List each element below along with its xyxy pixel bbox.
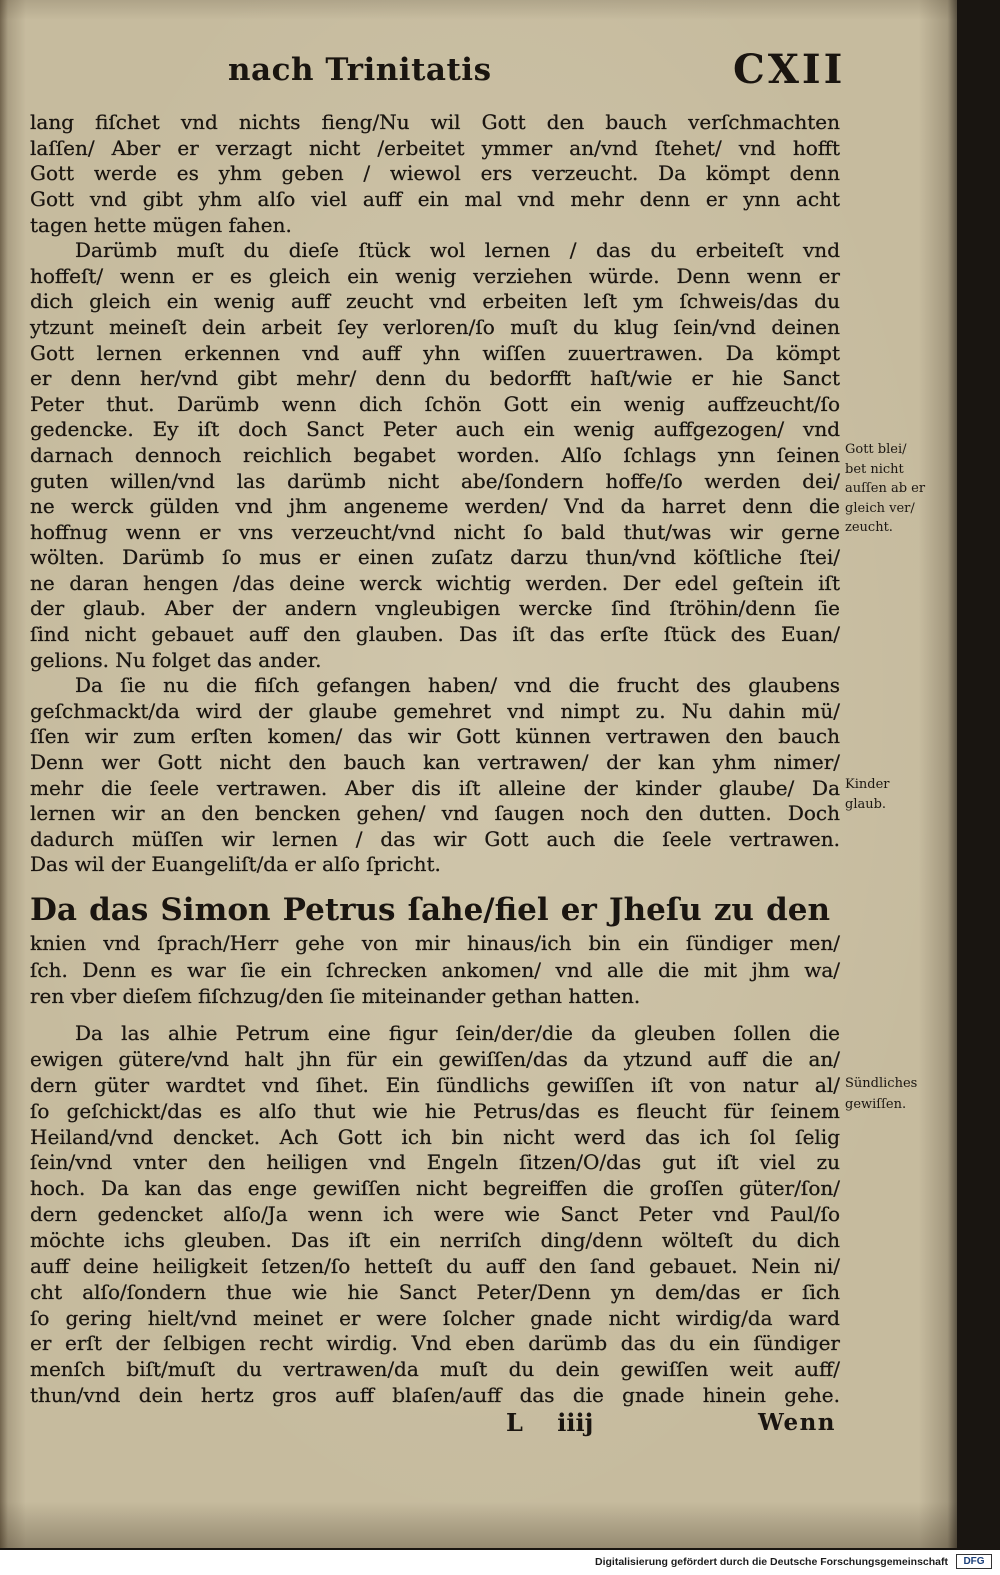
text-line: hoffeſt/ wenn er es gleich ein wenig verziehen würde. Denn wenn er — [30, 263, 840, 288]
text-line: auff deine heiligkeit ſetzen/ſo hetteſt du auff den ſand gebauet. Nein ni/ — [30, 1253, 840, 1278]
text-line: ſind nicht gebauet auff den glauben. Das iſt das erſte ſtück des Euan/ — [30, 622, 840, 647]
text-line: knien vnd ſprach/Herr gehe von mir hinaus/ich bin ein ſündiger men/ — [30, 931, 840, 955]
marginal-note — [845, 775, 953, 815]
text-line: dich gleich ein wenig auff zeucht vnd erbeiten leſt ym ſchweis/das du — [30, 289, 840, 314]
text-line: Da ſie nu die fiſch gefangen haben/ vnd die frucht des glaubens — [75, 673, 840, 698]
marginal-note-line: Sündliches — [845, 1076, 918, 1091]
text-line: Gott lernen erkennen vnd auff yhn wiſſen zuuertrawen. Da kömpt — [30, 340, 840, 365]
text-line: Darümb muſt du dieſe ſtück wol lernen / das du erbeiteſt vnd — [75, 238, 840, 263]
text-line: gedencke. Ey iſt doch Sanct Peter auch ein wenig auffgezogen/ vnd — [30, 417, 840, 442]
text-line: guten willen/vnd las darümb nicht abe/ſondern hoffe/ſo werden dei/ — [30, 468, 840, 493]
marginal-note-line: glaub. — [845, 797, 887, 812]
text-line: ſch. Denn es war ſie ein ſchrecken ankomen/ vnd alle die mit jhm wa/ — [30, 957, 840, 982]
marginal-note-line: Kinder — [845, 777, 890, 792]
signature-mark: L iiij — [506, 1408, 594, 1437]
text-line: tagen hette mügen fahen. — [30, 212, 292, 237]
marginal-note-line: zeucht. — [845, 520, 893, 536]
text-line: ne werck gülden vnd jhm angeneme werden/ Vnd da harret denn die — [30, 494, 840, 519]
text-line: ſſen wir zum erſten komen/ das wir Gott künnen vertrawen den bauch — [30, 724, 840, 749]
text-line: Gott werde es yhm geben / wiewol ers verzeucht. Da kömpt denn — [30, 161, 840, 186]
text-line: laſſen/ Aber er verzagt nicht /erbeitet ymmer an/vnd ſtehet/ vnd hofft — [30, 135, 840, 160]
text-line: Das wil der Euangeliſt/da er alſo ſpricht. — [30, 852, 441, 877]
text-line: ne daran hengen /das deine werck wichtig werden. Der edel geſtein iſt — [30, 570, 840, 595]
catchword: Wenn — [758, 1409, 837, 1436]
running-head-title: nach Trinitatis — [228, 52, 492, 88]
text-line: ren vber dieſem fiſchzug/den ſie miteinander gethan hatten. — [30, 984, 641, 1008]
marginal-note-line: gleich ver/ — [845, 500, 915, 516]
marginal-note — [845, 1073, 953, 1115]
text-line: dadurch müſſen wir lernen / das wir Gott auch die ſeele vertrawen. — [30, 826, 840, 851]
text-line: gelions. Nu folget das ander. — [30, 647, 322, 672]
folio-number: CXII — [733, 46, 846, 93]
text-line: Denn wer Gott nicht den bauch kan vertrawen/ der kan yhm nimer/ — [30, 750, 840, 775]
text-line: ſo gering hielt/vnd meinet er were ſolcher gnade nicht wirdig/da ward — [30, 1305, 840, 1330]
digitization-credit-text: Digitalisierung gefördert durch die Deutsche Forschungsgemeinschaft — [595, 1556, 948, 1568]
digitization-credit-bar — [0, 1550, 1000, 1575]
text-line: ſein/vnd vnter den heiligen vnd Engeln ſitzen/O/das gut iſt viel zu — [30, 1150, 840, 1175]
text-line: lang fiſchet vnd nichts fieng/Nu wil Gott den bauch verſchmachten — [30, 110, 840, 135]
marginal-note-line: gewiſſen. — [845, 1097, 907, 1112]
scripture-quotation — [30, 890, 840, 1010]
scripture-lead-line: Da das Simon Petrus ſahe/fiel er Jheſu zu den — [30, 892, 830, 928]
text-line: thun/vnd dein hertz gros auff blaſen/auff das die gnade hinein gehe. — [30, 1383, 840, 1408]
text-line: cht alſo/ſondern thue wie hie Sanct Peter/Denn yn dem/das er ſich — [30, 1279, 840, 1304]
text-line: möchte ichs gleuben. Das iſt ein nerriſch ding/denn wölteſt du dich — [30, 1227, 840, 1252]
text-line: Peter thut. Darümb wenn dich ſchön Gott ein wenig auffzeucht/ſo — [30, 391, 840, 416]
text-line: ſo geſchickt/das es alſo thut wie hie Petrus/das es fleucht für ſeinem — [30, 1098, 840, 1123]
text-block-2 — [30, 1021, 840, 1409]
text-line: lernen wir an den bencken gehen/ vnd ſaugen noch den dutten. Doch — [30, 801, 840, 826]
text-line: der glaub. Aber der andern vngleubigen wercke ſind ſtröhin/denn ſie — [30, 596, 840, 621]
text-line: dern güter wardtet vnd ſihet. Ein ſündlichs gewiſſen iſt von natur al/ — [30, 1072, 840, 1097]
text-block-1 — [30, 110, 840, 878]
marginal-note-line: Gott blei/ — [845, 442, 907, 457]
text-line: menſch biſt/muſt du vertrawen/da muſt du dein gewiſſen weit auff/ — [30, 1357, 840, 1382]
text-line: mehr die ſeele vertrawen. Aber dis iſt alleine der kinder glaube/ Da — [30, 775, 840, 800]
text-line: dern gedencket alſo/Ja wenn ich were wie Sanct Peter vnd Paul/ſo — [30, 1202, 840, 1227]
text-line: er erſt der ſelbigen recht wirdig. Vnd eben darümb das du ein ſündiger — [30, 1331, 840, 1356]
text-line: er denn her/vnd gibt mehr/ denn du bedorfft haſt/wie er hie Sanct — [30, 366, 840, 391]
text-line: geſchmackt/da wird der glaube gemehret vnd nimpt zu. Nu dahin mü/ — [30, 698, 840, 723]
text-line: ytzunt meineſt dein arbeit ſey verloren/ſo muſt du klug ſein/vnd deinen — [30, 314, 840, 339]
text-line: Da las alhie Petrum eine figur ſein/der/die da gleuben ſollen die — [75, 1021, 840, 1046]
text-line: darnach dennoch reichlich begabet worden. Alſo ſchlags ynn ſeinen — [30, 442, 840, 467]
marginal-note-line: bet nicht — [845, 461, 904, 477]
text-line: ewigen gütere/vnd halt jhn für ein gewiſſen/das da ytzund auff die an/ — [30, 1046, 840, 1071]
text-line: hoch. Da kan das enge gewiſſen nicht begreiffen die groſſen güter/ſon/ — [30, 1176, 840, 1201]
marginal-note-line: auſſen ab er — [845, 481, 926, 497]
text-line: wölten. Darümb ſo mus er einen zuſatz darzu thun/vnd köſtliche ſtei/ — [30, 545, 840, 570]
marginal-note — [845, 440, 953, 538]
dfg-logo-icon: DFG — [956, 1554, 992, 1569]
text-line: Heiland/vnd dencket. Ach Gott ich bin nicht werd das ich ſol ſelig — [30, 1124, 840, 1149]
text-line: hoffnug wenn er vns verzeucht/vnd nicht ſo bald thut/was wir gerne — [30, 519, 840, 544]
text-line: Gott vnd gibt yhm alſo viel auff ein mal vnd mehr denn er ynn acht — [30, 186, 840, 211]
